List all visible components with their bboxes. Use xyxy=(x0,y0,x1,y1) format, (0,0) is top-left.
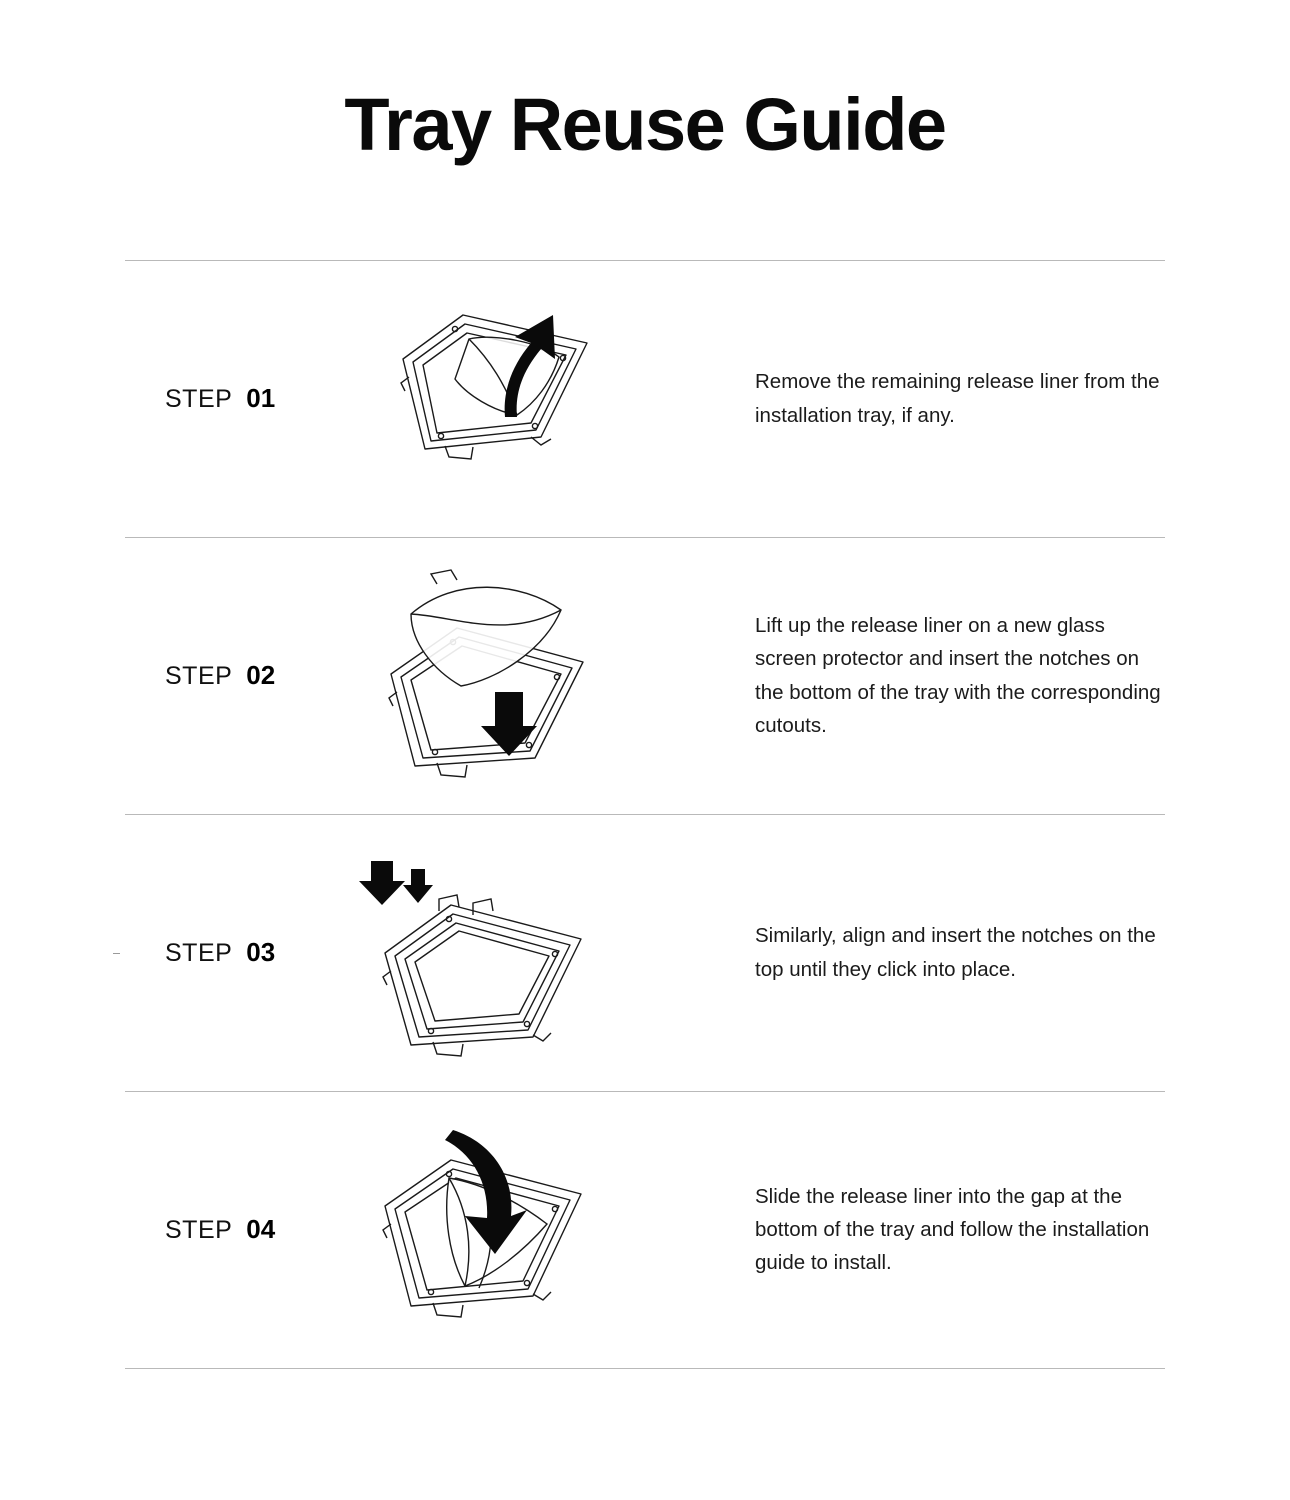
step-row xyxy=(125,815,1165,1091)
step-label-03 xyxy=(125,937,335,968)
divider xyxy=(125,1368,1165,1369)
step-word: STEP xyxy=(165,1216,233,1245)
step-row xyxy=(125,261,1165,537)
tray-peel-liner-icon xyxy=(335,289,635,509)
step-label-02 xyxy=(125,660,335,691)
step-word: STEP xyxy=(165,662,233,691)
step-description-text: Slide the release liner into the gap at the bottom of the tray and follow the installation guide to install. xyxy=(755,1184,1150,1275)
step-description xyxy=(635,919,1165,985)
page-title: Tray Reuse Guide xyxy=(344,83,946,166)
step-label-04 xyxy=(125,1214,335,1245)
step-word: STEP xyxy=(165,385,233,414)
steps-list xyxy=(125,164,1165,1369)
step-description-text: Similarly, align and insert the notches on the top until they click into place. xyxy=(755,924,1156,981)
tray-slide-liner-icon xyxy=(335,1120,635,1340)
step-row xyxy=(125,1092,1165,1368)
step-description xyxy=(635,1180,1165,1280)
tray-insert-top-notches-icon xyxy=(335,843,635,1063)
step-description-text: Remove the remaining release liner from the installation tray, if any. xyxy=(755,370,1160,427)
step-description xyxy=(635,609,1165,742)
step-description xyxy=(635,365,1165,431)
step-number: 03 xyxy=(246,937,276,968)
step-label-01 xyxy=(125,383,335,414)
step-word: STEP xyxy=(165,939,233,968)
step-row xyxy=(125,538,1165,814)
tray-insert-bottom-notches-icon xyxy=(335,566,635,786)
step-number: 01 xyxy=(246,383,276,414)
margin-tick xyxy=(113,953,120,954)
step-number: 02 xyxy=(246,660,276,691)
step-description-text: Lift up the release liner on a new glass screen protector and insert the notches on the bottom of the tray with the corresponding cutouts. xyxy=(755,614,1161,737)
step-number: 04 xyxy=(246,1214,276,1245)
